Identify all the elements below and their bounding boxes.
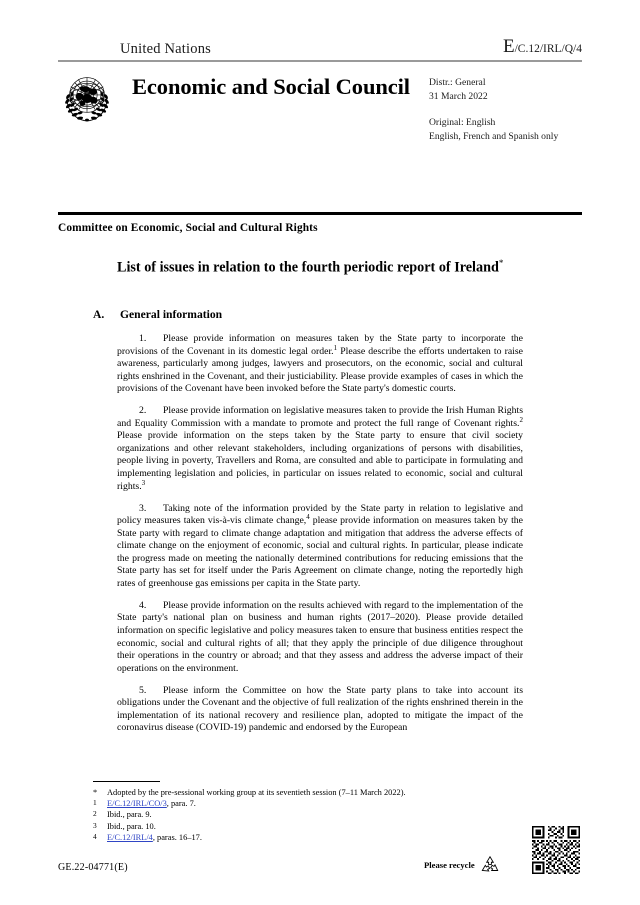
- footnote-item: [93, 809, 523, 820]
- paragraph-text-b: please provide information on measures taken by the State party with regard to climate change adaptation and mitigation that address the adverse effects of climate change on the enjoyment of economic, social and cultural rights. In particular, please indicate the progress made on meeting the nationally determined contributions for reducing emissions that the State party has set for itself under the Paris Agreement on climate change, noting the reportedly high rates of greenhouse gas emissions per capita in the State party.: [117, 515, 523, 589]
- footnote-separator: [93, 781, 160, 782]
- paragraph: [117, 405, 523, 493]
- page-title: [117, 254, 517, 277]
- footnote-reference[interactable]: 4: [306, 512, 310, 521]
- paragraph-number: 2.: [139, 405, 147, 417]
- paragraph-number: 1.: [139, 333, 147, 344]
- footnote-text: , para. 7.: [166, 799, 196, 809]
- footnote-link[interactable]: E/C.12/IRL/4: [107, 832, 153, 842]
- document-symbol-suffix: /C.12/IRL/Q/4: [514, 43, 582, 55]
- document-date: 31 March 2022: [429, 90, 488, 102]
- section-title: General information: [120, 308, 223, 321]
- footnote-text: Ibid., para. 10.: [107, 821, 156, 831]
- recycle-label: Please recycle: [424, 860, 475, 870]
- footnote-list: [93, 787, 523, 843]
- paragraph-text-b: Please provide information on the steps taken by the State party to ensure that civil society organizations and other relevant stakeholders, including organizations of persons with disabilities, people living in poverty, Travellers and Roma, are consulted and able to participate in formulating and implementing legislation and policies, in particular on issues related to economic, social and cultural rights.: [117, 430, 523, 492]
- footnote-mark: 3: [93, 820, 97, 830]
- footnote-mark: 2: [93, 809, 97, 819]
- section-letter: A.: [93, 308, 105, 321]
- footnote-item: [93, 798, 523, 809]
- footnote-mark: 4: [93, 831, 97, 841]
- footnote-item: [93, 821, 523, 832]
- document-symbol: [503, 36, 582, 58]
- footnote-mark: 1: [93, 798, 97, 808]
- organization-name: United Nations: [120, 41, 211, 57]
- distribution-spacer: [429, 103, 558, 116]
- original-language: Original: English: [429, 117, 496, 128]
- footnote-item: [93, 832, 523, 843]
- paragraph-number: 5.: [139, 684, 147, 696]
- paragraph-text-a: Please inform the Committee on how the State party plans to take into account its obligations under the Covenant and the objective of full realization of the rights enshrined therein in the implementation of its national recovery and resilience plan, adopted to mitigate the impact of the coronavirus disease (COVID-19) pandemic and endorsed by the European: [117, 684, 523, 734]
- paragraph-list: [117, 333, 523, 744]
- footnote-text: , paras. 16–17.: [152, 832, 202, 842]
- paragraph-number: 3.: [139, 502, 147, 514]
- footnote-text: Ibid., para. 9.: [107, 810, 152, 820]
- un-emblem-icon: [58, 70, 116, 128]
- recycle-icon: [479, 855, 501, 875]
- paragraph-text-a: Please provide information on legislative measures taken to provide the Irish Human Rights and Equality Commission with a mandate to promote and protect the full range of Covenant rights.: [117, 405, 523, 429]
- paragraph-text-a: Taking note of the information provided by the State party in relation to legislative and policy measures taken vis-à-vis climate change,: [117, 502, 523, 527]
- distribution-label: Distr.: General: [429, 77, 486, 88]
- qr-code[interactable]: [530, 824, 582, 876]
- committee-name: Committee on Economic, Social and Cultural Rights: [58, 222, 318, 234]
- masthead-body: [58, 62, 582, 170]
- paragraph-text-a: Please provide information on the results achieved with regard to the implementation of the State party's national plan on business and human rights (2017–2020). Please provide detailed information on specific legislative and policy measures taken to ensure that business entities respect the economic, social and cultural rights of all; that they apply the principle of due diligence throughout their operations in the country or abroad; and that they assess and address the adverse impact of their operations on the environment.: [117, 599, 523, 674]
- paragraph: [117, 685, 523, 735]
- footnote-link[interactable]: E/C.12/IRL/CO/3: [107, 799, 167, 809]
- paragraph-text-a: Please provide information on measures taken by the State party to incorporate the provisions of the Covenant in its domestic legal order.: [117, 333, 523, 357]
- paragraph: [117, 503, 523, 591]
- section-heading: [93, 308, 222, 321]
- footnote-text: Adopted by the pre-sessional working group at its seventieth session (7–11 March 2022).: [107, 788, 406, 797]
- title-footnote-mark: *: [498, 258, 504, 268]
- recycle-notice: [424, 855, 501, 875]
- organ-title: Economic and Social Council: [132, 74, 410, 99]
- masthead-top-row: [58, 36, 582, 58]
- paragraph-text-b: Please describe the efforts undertaken to raise awareness, particularly among judges, lawyers and prosecutors, on the economic, social and cultural rights enshrined in the Covenant, and their justiciability. Please provide examples of cases in which the provisions of the Covenant have been invoked before the State party's domestic courts.: [117, 345, 523, 395]
- document-symbol-prefix: E: [502, 36, 515, 57]
- masthead: [58, 36, 582, 170]
- languages-note: English, French and Spanish only: [429, 130, 559, 142]
- distribution-block: [429, 76, 558, 143]
- footnote-reference[interactable]: 3: [141, 478, 146, 487]
- paragraph-number: 4.: [139, 599, 147, 611]
- page-title-text: List of issues in relation to the fourth periodic report of Ireland: [117, 259, 499, 276]
- footnote-mark: *: [93, 788, 98, 797]
- paragraph: [117, 333, 523, 396]
- paragraph: [117, 600, 523, 675]
- footnote-item: [93, 787, 523, 798]
- footnote-reference[interactable]: 2: [519, 415, 523, 424]
- job-number: GE.22-04771(E): [58, 862, 128, 873]
- section-divider-rule: [58, 212, 582, 215]
- footnote-reference[interactable]: 1: [333, 343, 338, 352]
